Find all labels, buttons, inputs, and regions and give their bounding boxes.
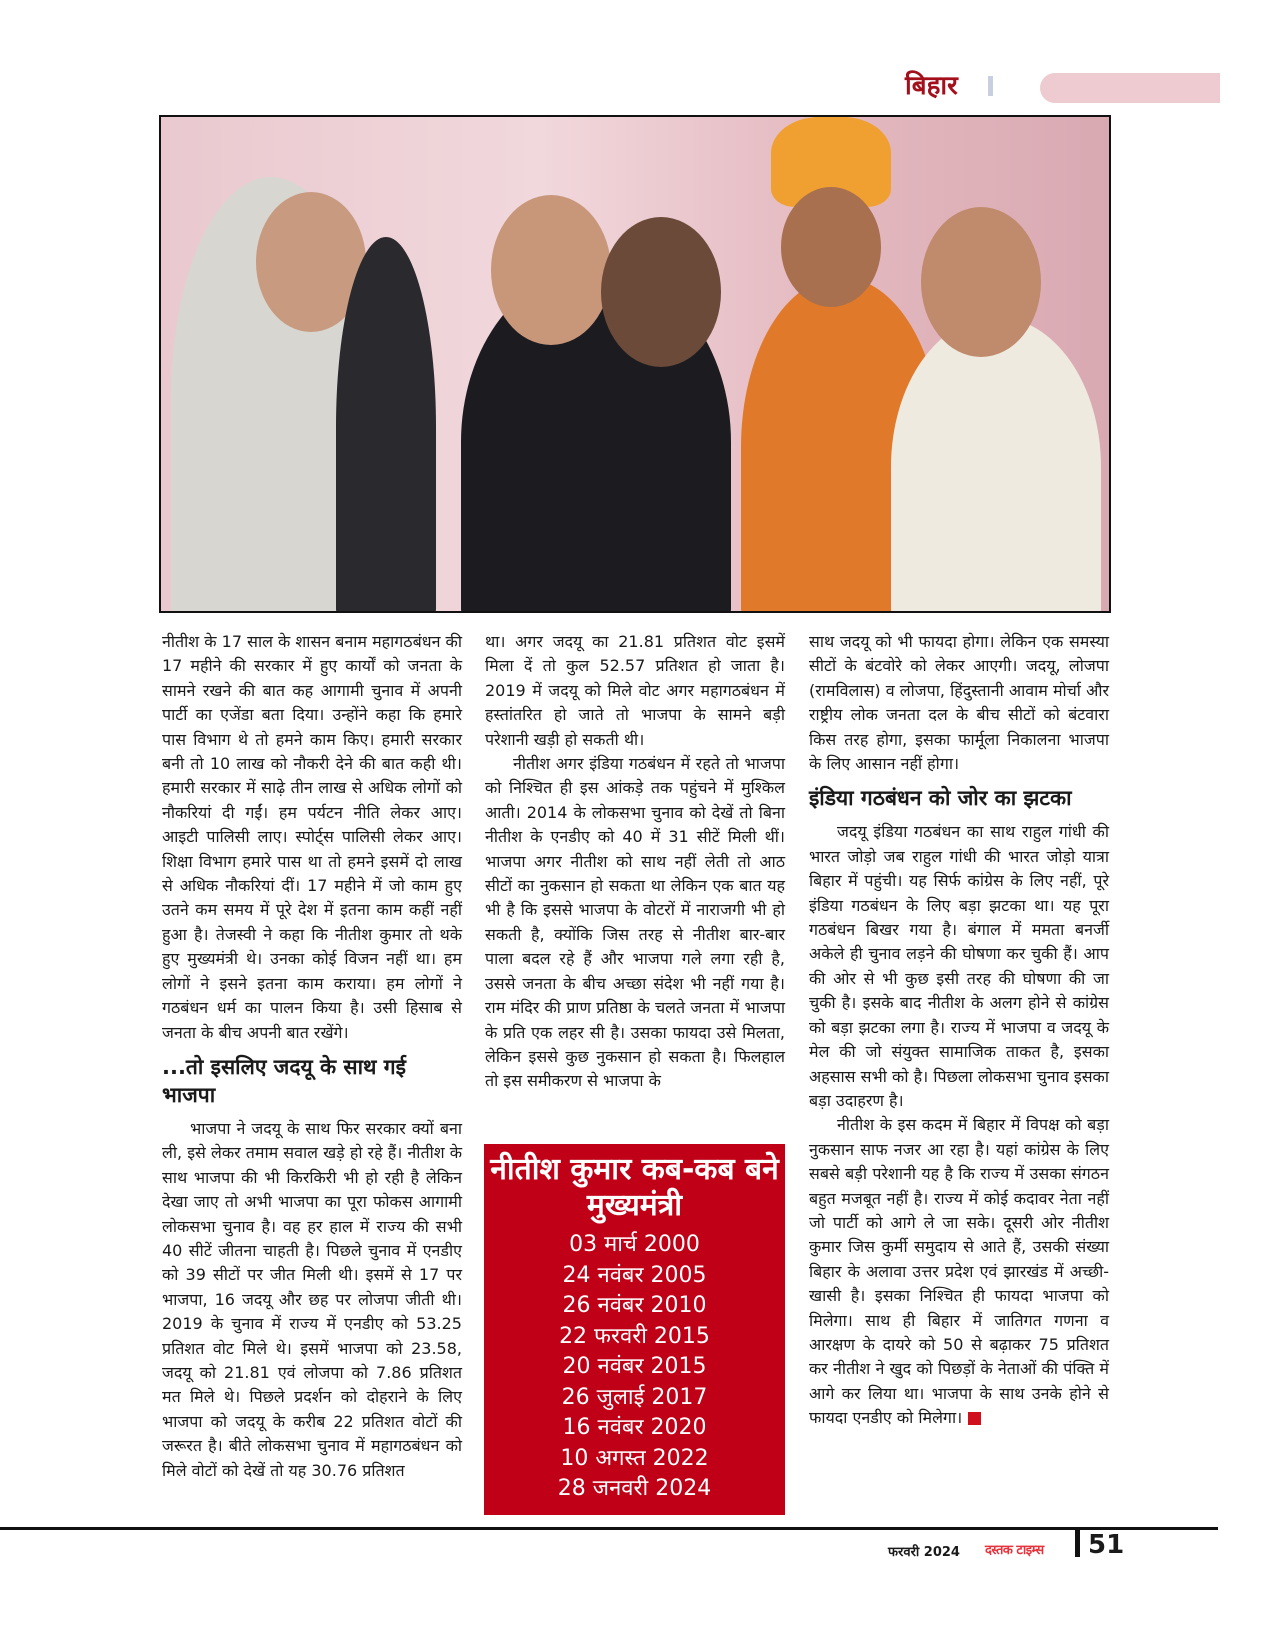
- box-title: नीतीश कुमार कब-कब बने मुख्यमंत्री: [490, 1152, 779, 1223]
- paragraph: भाजपा ने जदयू के साथ फिर सरकार क्यों बना ली, इसे लेकर तमाम सवाल खड़े हो रहे हैं। नीतीश के साथ भाजपा की भी किरकिरी भी हो रही है लेकिन देखा जाए तो अभी भाजपा का पूरा फोकस आगामी लोकसभा चुनाव है। वह हर हाल में राज्य की सभी 40 सीटें जीतना चाहती है। पिछले चुनाव में एनडीए को 39 सीटों पर जीत मिली थी। इसमें से 17 पर भाजपा, 16 जदयू और छह पर लोजपा जीती थी। 2019 के चुनाव में राज्य में एनडीए को 53.25 प्रतिशत वोट मिले थे। इसमें भाजपा को 23.58, जदयू को 21.81 एवं लोजपा को 7.86 प्रतिशत मत मिले थे। पिछले प्रदर्शन को दोहराने के लिए भाजपा को जदयू के करीब 22 प्रतिशत वोटों की जरूरत है। बीते लोकसभा चुनाव में महागठबंधन को मिले वोटों को देखें तो यह 30.76 प्रतिशत: [162, 1118, 462, 1480]
- cm-date: 16 नवंबर 2020: [562, 1415, 707, 1440]
- cm-date: 28 जनवरी 2024: [557, 1476, 712, 1501]
- subheading: इंडिया गठबंधन को जोर का झटका: [809, 786, 1072, 811]
- article-column-3: [809, 630, 1109, 1431]
- paragraph: [809, 1113, 1109, 1430]
- cm-dates-box: [484, 1144, 785, 1515]
- cm-date: 10 अगस्त 2022: [560, 1445, 709, 1471]
- subheading: ...तो इसलिए जदयू के साथ गई भाजपा: [162, 1054, 406, 1107]
- magazine-logo: दस्तक टाइम्स: [985, 1543, 1044, 1558]
- paragraph: था। अगर जदयू का 21.81 प्रतिशत वोट इसमें मिला दें तो कुल 52.57 प्रतिशत हो जाता है। 2019 में जदयू को मिले वोट अगर महागठबंधन में हस्तांतरित हो जाते तो भाजपा के सामने बड़ी परेशानी खड़ी हो सकती थी।: [485, 632, 785, 749]
- cm-date: 20 नवंबर 2015: [562, 1354, 707, 1379]
- footer-divider: [1075, 1527, 1080, 1557]
- paragraph: जदयू इंडिया गठबंधन का साथ राहुल गांधी की भारत जोड़ो जब राहुल गांधी की भारत जोड़ो यात्रा बिहार में पहुंची। यह सिर्फ कांग्रेस के लिए नहीं, पूरे इंडिया गठबंधन के लिए बड़ा झटका था। यह पूरा गठबंधन बिखर गया है। बंगाल में ममता बनर्जी अकेले ही चुनाव लड़ने की घोषणा कर चुकी हैं। आप की ओर से भी कुछ इसी तरह की घोषणा की जा चुकी है। इसके बाद नीतीश के अलग होने से कांग्रेस को बड़ा झटका लगा है। राज्य में भाजपा व जदयू के मेल की जो संयुक्त सामाजिक ताकत है, इसका अहसास सभी को है। पिछला लोकसभा चुनाव इसका बड़ा उदाहरण है।: [809, 822, 1109, 1110]
- paragraph: साथ जदयू को भी फायदा होगा। लेकिन एक समस्या सीटों के बंटवोरे को लेकर आएगी। जदयू, लोजपा (रामविलास) व लोजपा, हिंदुस्तानी आवाम मोर्चा और राष्ट्रीय लोक जनता दल के बीच सीटों को बंटवारा किस तरह होगा, इसका फार्मूला निकालना भाजपा के लिए आसान नहीं होगा।: [809, 632, 1109, 774]
- issue-date: फरवरी 2024: [888, 1545, 960, 1560]
- footer-rule: [0, 1527, 1218, 1530]
- paragraph: नीतीश अगर इंडिया गठबंधन में रहते तो भाजपा को निश्चित ही इस आंकड़े तक पहुंचने में मुश्किल आती। 2014 के लोकसभा चुनाव को देखें तो बिना नीतीश के एनडीए को 40 में 31 सीटें मिली थीं। भाजपा अगर नीतीश को साथ नहीं लेती तो आठ सीटों का नुकसान हो सकता था लेकिन एक बात यह भी है कि इससे भाजपा के वोटरों में नाराजगी भी हो सकती है, क्योंकि जिस तरह से नीतीश बार-बार पाला बदल रहे हैं और भाजपा गले लगा रही है, उससे जनता के बीच अच्छा संदेश भी नहीं गया है। राम मंदिर की प्राण प्रतिष्ठा के चलते जनता में भाजपा के प्रति एक लहर सी है। उसका फायदा उसे मिलता, लेकिन इससे कुछ नुकसान हो सकता है। फिलहाल तो इस समीकरण से भाजपा के: [485, 754, 785, 1091]
- cm-date: 22 फरवरी 2015: [559, 1323, 710, 1349]
- article-photo: [159, 115, 1111, 613]
- cm-date: 26 जुलाई 2017: [561, 1384, 708, 1410]
- paragraph: नीतीश के 17 साल के शासन बनाम महागठबंधन की 17 महीने की सरकार में हुए कार्यों को जनता के सामने रखने की बात कह आगामी चुनाव में अपनी पार्टी का एजेंडा बता दिया। उन्होंने कहा कि हमारे पास विभाग थे तो हमने काम किए। हमारी सरकार बनी तो 10 लाख को नौकरी देने की बात कही थी। हमारी सरकार में साढ़े तीन लाख से अधिक लोगों को नौकरियां दी गईं। हम पर्यटन नीति लेकर आए। आइटी पालिसी लाए। स्पोर्ट्स पालिसी लेकर आए। शिक्षा विभाग हमारे पास था तो हमने इसमें दो लाख से अधिक नौकरियां दीं। 17 महीने में जो काम हुए उतने कम समय में पूरे देश में इतना काम कहीं नहीं हुआ है। तेजस्वी ने कहा कि नीतीश कुमार तो थके हुए मुख्यमंत्री थे। उनका कोई विजन नहीं था। हम लोगों ने इसने इतना काम कराया। हम लोगों ने गठबंधन धर्म का पालन किया है। उसी हिसाब से जनता के बीच अपनी बात रखेंगे।: [162, 632, 462, 1042]
- article-column-2: [485, 630, 785, 1094]
- header-pill-decoration: [1040, 73, 1220, 103]
- cm-date: 24 नवंबर 2005: [562, 1262, 707, 1288]
- end-mark-icon: [968, 1412, 981, 1425]
- section-title: बिहार: [905, 71, 958, 101]
- article-column-1: [162, 630, 462, 1483]
- page-number: 51: [1088, 1530, 1125, 1560]
- header-divider: [988, 76, 993, 96]
- cm-date: 03 मार्च 2000: [569, 1232, 700, 1257]
- cm-date: 26 नवंबर 2010: [562, 1293, 707, 1318]
- paragraph-text: नीतीश के इस कदम में बिहार में विपक्ष को बड़ा नुकसान साफ नजर आ रहा है। यहां कांग्रेस के लिए सबसे बड़ी परेशानी यह है कि राज्य में उसका संगठन बहुत मजबूत नहीं है। राज्य में कोई कदावर नेता नहीं जो पार्टी को आगे ले जा सके। दूसरी ओर नीतीश कुमार जिस कुर्मी समुदाय से आते हैं, उसकी संख्या बिहार के अलावा उत्तर प्रदेश एवं झारखंड में अच्छी-खासी है। इसका निश्चित ही फायदा भाजपा को मिलेगा। साथ ही बिहार में जातिगत गणना व आरक्षण के दायरे को 50 से बढ़ाकर 75 प्रतिशत कर नीतीश ने खुद को पिछड़ों के नेताओं की पंक्ति में आगे कर लिया था। भाजपा के साथ उनके होने से फायदा एनडीए को मिलेगा।: [809, 1115, 1109, 1428]
